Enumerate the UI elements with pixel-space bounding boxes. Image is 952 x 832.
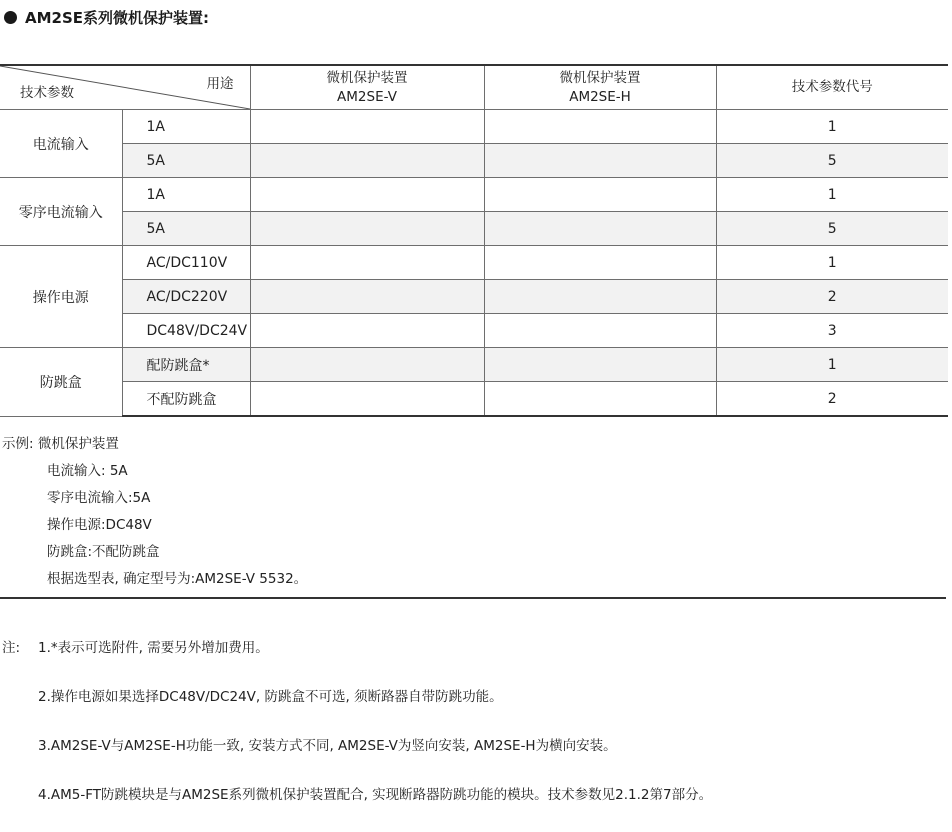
empty-cell [250, 382, 484, 417]
code-cell: 5 [716, 212, 948, 246]
code-cell: 2 [716, 382, 948, 417]
empty-cell [250, 212, 484, 246]
empty-cell [484, 178, 716, 212]
table-header-row [0, 65, 948, 110]
option-cell: AC/DC110V [122, 246, 250, 280]
table-row [0, 246, 948, 280]
group-current-input: 电流输入 [0, 110, 122, 178]
note-item [2, 636, 712, 685]
group-zero-seq-current: 零序电流输入 [0, 178, 122, 246]
note-spacer [2, 685, 38, 734]
table-row [0, 144, 948, 178]
table-row [0, 280, 948, 314]
note-text: 2.操作电源如果选择DC48V/DC24V, 防跳盒不可选, 须断路器自带防跳功能。 [38, 689, 503, 705]
code-cell: 5 [716, 144, 948, 178]
section-title-text: AM2SE系列微机保护装置: [25, 8, 210, 27]
code-cell: 1 [716, 348, 948, 382]
option-cell: DC48V/DC24V [122, 314, 250, 348]
example-line: 电流输入: 5A [47, 463, 128, 479]
header-col2-line1: 微机保护装置 [559, 69, 641, 86]
empty-cell [250, 348, 484, 382]
group-power-supply: 操作电源 [0, 246, 122, 348]
code-cell: 1 [716, 178, 948, 212]
empty-cell [484, 314, 716, 348]
empty-cell [250, 178, 484, 212]
notes-block [2, 636, 712, 832]
table-row [0, 314, 948, 348]
note-item [2, 734, 712, 783]
header-col-am2se-h [484, 65, 716, 110]
table-row [0, 178, 948, 212]
table-row [0, 348, 948, 382]
note-item [2, 685, 712, 734]
example-line: 防跳盒:不配防跳盒 [47, 544, 160, 560]
empty-cell [250, 246, 484, 280]
note-text: 3.AM2SE-V与AM2SE-H功能一致, 安装方式不同, AM2SE-V为竖向安装, AM2SE-H为横向安装。 [38, 738, 617, 754]
empty-cell [250, 110, 484, 144]
code-cell: 3 [716, 314, 948, 348]
table-row [0, 110, 948, 144]
option-cell: AC/DC220V [122, 280, 250, 314]
empty-cell [484, 348, 716, 382]
option-cell: 配防跳盒* [122, 348, 250, 382]
note-text: 4.AM5-FT防跳模块是与AM2SE系列微机保护装置配合, 实现断路器防跳功能的模块。技术参数见2.1.2第7部分。 [38, 787, 713, 803]
empty-cell [484, 144, 716, 178]
option-cell: 5A [122, 144, 250, 178]
example-line: 根据选型表, 确定型号为:AM2SE-V 5532。 [47, 571, 308, 587]
diagonal-header-cell [0, 65, 250, 110]
empty-cell [484, 110, 716, 144]
note-spacer [2, 783, 38, 832]
option-cell: 1A [122, 178, 250, 212]
example-line: 零序电流输入:5A [47, 490, 151, 506]
divider [0, 597, 946, 599]
empty-cell [250, 280, 484, 314]
code-cell: 1 [716, 246, 948, 280]
group-anti-trip-box: 防跳盒 [0, 348, 122, 417]
example-heading: 示例: 微机保护装置 [2, 436, 119, 452]
section-title [4, 6, 209, 28]
header-col1-line2: AM2SE-V [337, 88, 397, 105]
empty-cell [484, 280, 716, 314]
header-col1-line1: 微机保护装置 [326, 69, 408, 86]
code-cell: 2 [716, 280, 948, 314]
example-block [2, 431, 307, 593]
header-col2-line2: AM2SE-H [569, 88, 631, 105]
header-param: 技术参数 [20, 85, 74, 101]
note-spacer [2, 734, 38, 783]
option-cell: 5A [122, 212, 250, 246]
code-cell: 1 [716, 110, 948, 144]
notes-label: 注: [2, 640, 21, 656]
table-row [0, 382, 948, 417]
empty-cell [250, 314, 484, 348]
example-line: 操作电源:DC48V [47, 517, 152, 533]
note-text: 1.*表示可选附件, 需要另外增加费用。 [38, 640, 269, 656]
empty-cell [484, 246, 716, 280]
empty-cell [250, 144, 484, 178]
option-cell: 不配防跳盒 [122, 382, 250, 417]
empty-cell [484, 382, 716, 417]
header-col-code: 技术参数代号 [716, 65, 948, 110]
table-row [0, 212, 948, 246]
bullet-icon [4, 11, 17, 24]
empty-cell [484, 212, 716, 246]
header-usage: 用途 [206, 76, 234, 92]
note-item [2, 783, 712, 832]
option-cell: 1A [122, 110, 250, 144]
spec-table [0, 64, 948, 417]
header-col-am2se-v [250, 65, 484, 110]
